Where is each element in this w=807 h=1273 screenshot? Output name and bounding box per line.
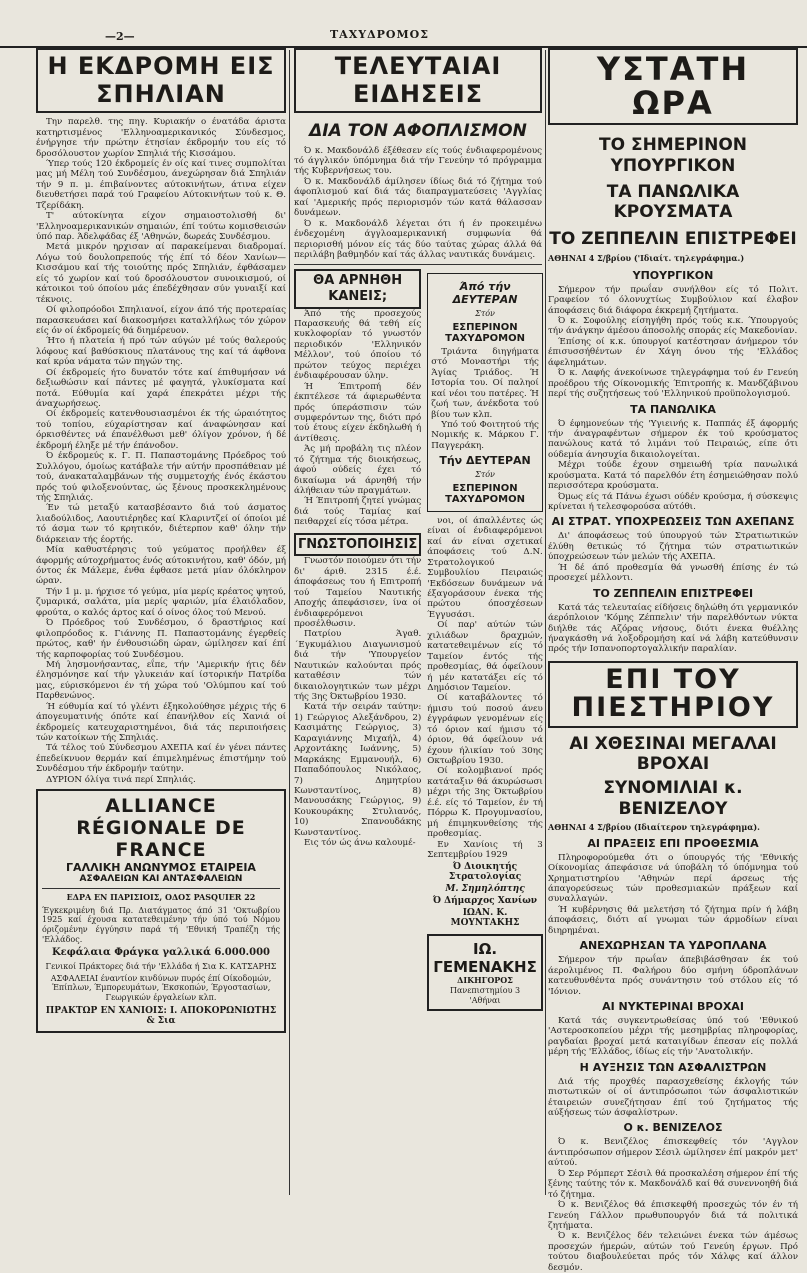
column-divider bbox=[545, 50, 546, 1195]
subcol-left bbox=[294, 269, 421, 1017]
ad-title: ALLIANCE RÉGIONALE DE FRANCE bbox=[76, 795, 246, 862]
ad-address: ΕΔΡΑ ΕΝ ΠΑΡΙΣΙΟΙΣ, ΟΔΟΣ PASQUIER 22 bbox=[66, 892, 256, 903]
paragraph: Όμως είς τά Πάνω έχωσι ούδέν κρούσμα, ή σύσκεψις κρίνεται ή τελεσφορούσα αύτόθι. bbox=[548, 491, 798, 513]
headline-deny: ΘΑ ΑΡΝΗΘΗ ΚΑΝΕΙΣ; bbox=[313, 273, 403, 304]
dateline: ΑΘΗΝΑΙ 4 Σ/βρίου (Ιδιαίτερον τηλεγράφημα). bbox=[548, 822, 760, 833]
paragraph: Ή κυβέρνησις θά μελετήση τό ζήτημα πρίν ή λάβη άποφάσεις, διότι αί γνωμαι τών άρμοδίων είναι διηρημέναι. bbox=[548, 904, 798, 936]
paragraph: Τριάντα διηγήματα στό Μοναστήρι τής Άγίας Τριάδος. Ή Ιστορία του. Οί παληοί καί νέοι του πατέρες. Ή ζωή των, άνέκδοτα τού βίου των κλπ. bbox=[431, 346, 539, 420]
paragraph: Κατά τήν σειράν ταύτην: 1) Γεώργιος Αλεξάνδρου, 2) Κασιμάτης Γεώργιος, 3) Καραγιάννης Μιχαήλ, 4) Αρχοντάκης Ιωάννης, 5) Μαρκάκης Εμμανουήλ, 6) Παπαδόπουλος Νικόλαος, 7) Δημητρίου Κωνσταντίνος, 8) Μανουσάκης Γεώργιος, 9) Κουκουράκης Στυλιανός, 10) Σπανουδάκης Κωνσταντίνος. bbox=[294, 702, 422, 838]
evening-post-box bbox=[427, 273, 543, 512]
signature-name: Μ. Σημηλόπτης bbox=[445, 884, 525, 895]
paragraph: Ό κ. Μακδονάλδ άμίλησεν ίδίως διά τό ζήτημα τού άφοπλισμού καί διά τάς διαπραγματεύσεις 'Αγγλίας καί 'Αμερικής πρός περιορισμόν τών κατά θάλασσαν δυνάμεων. bbox=[294, 176, 542, 219]
headline-notice: ΓΝΩΣΤΟΠΟΙΗΣΙΣ bbox=[298, 536, 418, 552]
from-label: Στόν bbox=[475, 470, 495, 480]
paragraph: Οί παρ' αύτών τών χιλιάδων δραχμών, κατατεθειμένων είς τό Ταμείον έντός τής προθεσμίας, θά όφείλουν ή μέν κατατάξει είς τό Δημόσιον Ταμείον. bbox=[427, 620, 543, 693]
paragraph: Πληροφορούμεθα ότι ο ύπουργός τής 'Εθνικής Οίκονομίας άπεφάσισε νά ύποβάλη τό ύπόμνημα τού Χρηματιστηρίου 'Αθηνών περί άρσεως τής άπαγορεύσεως τών προθεσμιακών πράξεων καί συναλλαγών. bbox=[548, 852, 798, 905]
article-excursion bbox=[36, 117, 286, 785]
section-title: ΑΙ ΠΡΑΞΕΙΣ ΕΠΙ ΠΡΟΘΕΣΜΙΑ bbox=[587, 836, 759, 850]
paragraph: Άς μή προβάλη τις πλέον τό ζήτημα τής διοικήσεως, άφού ούδείς έχει τό δικαίωμα νά άρνηθή τήν άλήθειαν τών πραγμάτων. bbox=[294, 444, 422, 497]
paragraph: Ή δέ άπό προθεσμία θά γνωσθή έπίσης έν τώ προσεχεί μέλλοντι. bbox=[548, 562, 798, 584]
paragraph: Οί κολομβιανοί πρός κατάταξιν θά άκυρώσωσι μέχρι τής 3ης Όκτωβρίου έ.έ. είς τό Ταμείον, έν τή Πόρρω Κ. Προγυμνασίου, μή έπιμηκυνθείσης τής προθεσμίας. bbox=[427, 766, 543, 840]
split-area bbox=[294, 269, 542, 1017]
section-title: Ο κ. ΒΕΝΙΖΕΛΟΣ bbox=[623, 1121, 723, 1135]
paragraph: Κατά τάς συγκεντρωθείσας ύπό τού 'Εθνικού 'Αστεροσκοπείου μέχρι τής μεσημβρίας πληροφορίας, ραγδαίαι βροχαί μετά καταιγίδων έπεσαν είς πολλά μέρη τής 'Ελλάδος, ίδίως είς τήν 'Ανατολικήν. bbox=[548, 1015, 798, 1058]
paragraph: Μετά μικρόν ηρχισαν αί παρακείμεναι διαδρομαί. Λόγω τού δουλοπρεπούς τής έπί τό δέον Χανίων—Κισσάμου καί τής τοιούτης πρός Σπηλιάν, έφθάσαμεν είς τό χωρίον καί τού δροσόλουστον συνοικισμού, οί κάτοικοι τού όποίου μάς έπεδέχθησαν σύν γυναιξί καί τέκνοις. bbox=[36, 242, 286, 305]
headline-box bbox=[36, 48, 286, 113]
paragraph: Εις τόν ώς άνω καλουμέ- bbox=[304, 838, 416, 849]
lawyer-title: ΔΙΚΗΓΟΡΟΣ bbox=[457, 975, 513, 986]
headline-excursion: Η ΕΚΔΡΟΜΗ ΕΙΣ ΣΠΗΛΙΑΝ bbox=[47, 52, 275, 108]
paragraph: Έν τώ μεταξύ κατασβέσαντο διά τού άσματος λιαδούλιδος, Λαουτιέρηδες καί Κλαριντζεί οί όποίοι μέ τό άσμα των τό κρητικόν, διέτερπον καθ' όλην τήν διάρκειαν τής έορτής. bbox=[36, 503, 286, 545]
ad-services: ΑΣΦΑΛΕΙΑΙ έναντίον κινδύνων πυρός έπί Οίκοδομών, Έπίπλων, Έμπορευμάτων, Έκσκοπών, Έργοστασίων, Γεωργικών έργαλείων κλπ. bbox=[50, 973, 272, 1002]
paragraph: Ήτο ή πλατεία ή πρό τών αύγών μέ τούς θαλερούς λόφους καί βαθύσκιους πλατάνους της καί τά άφθονα καί κρύα νάματα τών πηγών της. bbox=[36, 336, 286, 368]
signature-name: ΙΩΑΝ. Κ. ΜΟΥΝΤΑΚΗΣ bbox=[450, 908, 520, 929]
paragraph: Ό έφημονεύων τής 'Υγιεινής κ. Παππάς έξ άφορμής τήν άναγραφέντων σήμερον έκ τού κρούσματος πανώλους κατά τό λιμάνι τού Πειραιώς, είπε ότι ούδεμία άνησυχία δικαιολογείται. bbox=[548, 418, 798, 460]
ad-body: Έγκεκριμένη διά Πρ. Διατάγματος άπό 31 'Οκτωβρίου 1925 καί έχουσα κατατεθειμένην τήν ύπό τού Νόμου όριζομένην έγγύησιν παρά τή 'Εθνική Τραπέζη τής 'Ελλάδος. bbox=[42, 905, 280, 944]
paragraph: Τήν 1 μ. μ. ήρχισε τό γεύμα, μία μερίς κρέατος ψητού, ζυμαρικά, σαλάτα, μία μερίς ψαριών, μία έλαιόλαδον, φρούτα, ο καλός άρτος καί ό οίνος όλος τού Μενού. bbox=[36, 586, 286, 618]
kicker: Άπό τήν ΔΕΥΤΕΡΑΝ bbox=[452, 280, 518, 307]
paragraph: Άπό τής προσεχούς Παρασκευής θά τεθή είς κυκλοφορίαν τό γνωστόν περιοδικόν 'Ελληνικόν Μέλλον', τού όποίου τό πρώτον τεύχος περιέχει ένδιαφέρουσαν ύλην. bbox=[294, 308, 422, 382]
subhead: ΤΑ ΠΑΝΩΛΙΚΑ ΚΡΟΥΣΜΑΤΑ bbox=[606, 181, 740, 223]
paragraph: Υπό τού Φοιτητού τής Νομικής κ. Μάρκου Γ. Παγγεράκη. bbox=[431, 420, 539, 451]
paragraph: Δι' άποφάσεως τού ύπουργού τών Στρατιωτικών έλύθη θετικώς τό ζήτημα τών στρατιωτικών ύποχρεώσεων τών μελών τής ΑΧΕΠΑ. bbox=[548, 531, 798, 563]
paragraph: Ό κ. Βενιζέλος θά έπισκεφθή προσεχώς τόν έν τή Γενεύη Γάλλον πρωθυπουργόν διά τά πολιτικά ζητήματα. bbox=[548, 1200, 798, 1231]
paragraph: Ό κ. Μακδονάλδ έξέθεσεν είς τούς ένδιαφερομένους τό άγγλικόν ύπόμνημα διά τήν Γενεύην τό πρόγραμμα τής Κυβερνήσεως του. bbox=[294, 145, 542, 177]
paragraph: Την παρελθ. της πηγ. Κυριακήν ο ένατάδα άριστα κατηρτισμένος 'Ελληνοαμερικανικός Σύνδεσμος, ένήργησε τήν πρώτην έτησίαν έκδρομήν του είς τό δροσόλουστον χωρίον Σπηλιά τής Κισσάμου. bbox=[36, 117, 286, 159]
paragraph: Οί έκδρομείς κατενθουσιασμένοι έκ τής ώραιότητος τού τοπίου, εύχαρίστησαν καί άναφώνησαν καί όρκισθέντες νά έπανέλθωσι μεθ' όλίγον χρόνον, ή δέ έκδρομή έληξε μέ τήν έπάνοδον. bbox=[36, 409, 286, 451]
paragraph: Ή Έπιτροπή δέν έκπτέλεσε τά άφιερωθέντα πρός ύπεράσπισιν τών συμφερόντων της, διότι πρό τού έτους είχεν έκδηλωθή ή άντίθεσις. bbox=[294, 381, 422, 444]
column-middle bbox=[294, 48, 542, 1198]
paragraph: Οί καταβάλοντες τό ήμισυ τού ποσού άνευ έγγράφων γενομένων είς τό όριον καί ήμισυ τό όριον, θά όφείλουν νά έχουν ήλικίαν τού 30ης Οκτωβρίου 1930. bbox=[427, 693, 543, 767]
headline-last-hour: ΥΣΤΑΤΗ ΩΡΑ bbox=[596, 50, 750, 122]
paragraph: Ό κ. Μακδονάλδ λέγεται ότι ή έν προκειμένω ένδεχομένη άγγλοαμερικανική συμφωνία θά περιορισθή μόνον είς τάς δύο ταύτας χώρας άλλά θά περιλάβη βαθμηδόν καί τάς άλλας ναυτικάς δυνάμεις. bbox=[294, 218, 542, 260]
from-label: Στόν bbox=[475, 309, 495, 319]
paragraph: Ή εύθυμία καί τό γλέντι έξηκολούθησε μέχρις τής 6 άπογευματινής όπότε καί έπανήλθον είς Χανιά οί έκδρομείς κατευχαριστημένοι, διά τάς περιποιήσεις τών κατοίκων τής Σπηλιάς. bbox=[36, 701, 286, 743]
paragraph: νοι, οί άπαλλέντες ώς είναι οί ένδιαφερόμενοι καί άν είναι σχετικαί άποφάσεις τού Δ.Ν. Στρατολογικού Συμβουλίου Πειραιώς 'Εκδόσεων δυνάμεων νά έξαγοράσουν ένεκα τής πρώτου όποσχέσεων Έγγυσάσι. bbox=[427, 515, 543, 620]
section-title: ΑΙ ΣΤΡΑΤ. ΥΠΟΧΡΕΩΣΕΙΣ ΤΩΝ ΑΧΕΠΑΝΣ bbox=[551, 515, 795, 529]
section-title: ΑΙ ΝΥΚΤΕΡΙΝΑΙ ΒΡΟΧΑΙ bbox=[602, 999, 744, 1013]
section-title: ΤΑ ΠΑΝΩΛΙΚΑ bbox=[630, 402, 716, 416]
section-title: Η ΑΥΞΗΣΙΣ ΤΩΝ ΑΣΦΑΛΙΣΤΡΩΝ bbox=[579, 1060, 767, 1074]
paragraph: Κατά τάς τελευταίας είδήσεις δηλώθη ότι γερμανικόν άερόπλοιον 'Κόμης Ζέππελιν' τήν παρελθόντων νύκτα διήλθε τάς Αζόρας νήσους, διότι ένεκα θυέλλης ήναγκάσθη νά λοξοδρομήση καί νά λάβη κατεύθυνσιν πρός τήν Ισπανοπορτογαλλικήν παραλίαν. bbox=[548, 602, 798, 655]
paragraph: Μή λησμονήσαντας, εΐπε, τήν 'Αμερικήν ήτις δέν έλησμόνησε καί τήν γλυκειάν καί ίστορικήν Πατρίδα μας, εύρισκόμενοι έν τή χώρα τού 'Ολύμπου καί τού Παρθενώνος. bbox=[36, 659, 286, 702]
signature-title: Ό Δήμαρχος Χανίων bbox=[433, 896, 538, 907]
page-number: —2— bbox=[105, 30, 135, 43]
headline-box bbox=[548, 661, 798, 728]
headline-box bbox=[548, 48, 798, 125]
paragraph: Ό κ. Λαφής άνεκοίνωσε τηλεγράφημα τού έν Γενεύη προέδρου τής Οίκονομικής Έπιτροπής κ. Μανδζάβινου περί τής συζητήσεως τού 'Ελληνικού προϋπολογισμού. bbox=[548, 368, 798, 400]
paragraph: Σήμερον τήν πρωΐαν συνήλθον είς τό Πολιτ. Γραφείον τό όλονυχτίως Συμβούλιον καί έλαβον άποφάσεις διά διάφορα έκκρεμή ζητήματα. bbox=[548, 284, 798, 316]
masthead bbox=[0, 0, 807, 48]
insurance-ad bbox=[36, 789, 286, 1033]
headline-box bbox=[294, 48, 542, 113]
paragraph: Μία καθυστέρησις τού γεύματος προήλθεν έξ άφορμής αύτοχρήματος ένός αύτοκινήτου, καθ' όδόν, μή όντος έκ Μάλεμε, ένθα έφθασε μετά μίαν όλόκληρον ώραν. bbox=[36, 545, 286, 587]
paragraph: Τ' αύτοκίνητα είχον σημαιοστολισθή δι' 'Ελληνοαμερικανικών σημαιών, έπί τούτω κομισθεισών ύπό παρ. Άδελφάδας έξ 'Αθηνών, δωρεάς Συνδέσμου. bbox=[36, 211, 286, 242]
subhead: ΣΥΝΟΜΙΛΙΑΙ κ. ΒΕΝΙΖΕΛΟΥ bbox=[603, 778, 743, 819]
section-title: ΤΟ ΖΕΠΠΕΛΙΝ ΕΠΙΣΤΡΕΦΕΙ bbox=[592, 586, 754, 600]
paragraph: ΔΥΡΙΟΝ όλίγα τινά περί Σπηλιάς. bbox=[46, 774, 196, 785]
paragraph: Σήμερον τήν πρωΐαν άπεβιβάσθησαν έκ τού άερολιμένος Π. Φαλήρου δύο σμήνη ύδροπλάνων κατευθυνθέντα πρός συνάντησιν τού στόλου είς τό 'Ιόνιον. bbox=[548, 955, 798, 997]
dateline: ΑΘΗΝΑΙ 4 Σ/βρίου ('Ιδιαίτ. τηλεγράφημα.) bbox=[548, 253, 745, 264]
lawyer-ad bbox=[427, 934, 543, 1011]
date-line: Εν Χανίοις τή 3 Σεπτεμβρίου 1929 bbox=[427, 839, 543, 860]
signature-title: Ό Διοικητής Στρατολογίας bbox=[448, 862, 522, 883]
paragraph: Ύπερ τούς 120 έκδρομείς έν οίς καί τινες συμπολίται μας μή Μέλη τού Συνδέσμου, άνεχώρησαν διά Σπηλιάν τήν 9 π. μ. έπιβαίνοντες αύτοκινήτων, άτινα είχεν διευθετήσει παρά τού Γραφείου Αύτοκινήτων τού κ. Θ. Τζερίδάκη. bbox=[36, 158, 286, 211]
evening-post-title: ΕΣΠΕΡΙΝΟΝ ΤΑΧΥΔΡΟΜΟΝ bbox=[445, 321, 525, 344]
column-divider bbox=[289, 50, 290, 1195]
paragraph: Ό κ. Βενιζέλος έπισκεφθείς τόν 'Αγγλον άντιπρόσωπον σήμερον Σέσιλ ώμίλησεν έπί μακρόν μετ' αύτού. bbox=[548, 1137, 798, 1169]
section-title: ΥΠΟΥΡΓΙΚΟΝ bbox=[632, 268, 714, 282]
paragraph: Ό Σερ Ρόμπερτ Σέσιλ θά προσκαλέση σήμερον έπί τής ξένης ταύτης τόν κ. Μακδονάλδ καί θά συνεννοηθή διά τό ζήτημα. bbox=[548, 1168, 798, 1200]
subhead: ΑΙ ΧΘΕΣΙΝΑΙ ΜΕΓΑΛΑΙ ΒΡΟΧΑΙ bbox=[569, 733, 777, 774]
paragraph: Διά τής προχθές παρασχεθείσης έκλογής τών πιστωτικών οί οί άντιπρόσωποι τών άσφαλιστικών έταιρειών συνεζήτησαν έπί τού ζητήματος τής αύξήσεως τών άσφαλίστρων. bbox=[548, 1076, 798, 1119]
subhead: ΤΟ ΣΗΜΕΡΙΝΟΝ ΥΠΟΥΡΓΙΚΟΝ bbox=[598, 135, 748, 176]
paragraph: Ό κ. Βενιζέλος δέν τελειώνει ένεκα τών άμέσως προσεχών ήμερών, αύτών τού Γενεύη έργων. Πρό τούτου διαβουλεύεται πρός τόν Χάλφς καί άλλον δεσμόν. bbox=[548, 1231, 798, 1273]
paragraph: Τά τέλος τού Σύνδεσμου ΑΧΕΠΑ καί έν γένει πάντες έπεδείκνυον θερμάν καί έπιμελημένως έπιστήμην τού Συνδέσμου τήν έκδρομήν ταύτην. bbox=[36, 743, 286, 775]
ad-subtitle: ΓΑΛΛΙΚΗ ΑΝΩΝΥΜΟΣ ΕΤΑΙΡΕΙΑ bbox=[66, 861, 256, 875]
paragraph: Ό Πρόεδρος τού Συνδέσμου, ό δραστήριος καί φιλοπρόοδος κ. Γιάννης Π. Παπαστομάνης έγερθείς πρώτος, καθ' ήν ένθουσιώδη ώραν, ώμίλησεν καί έπί τής καρποφορίας τού Συνδέσμου. bbox=[36, 618, 286, 660]
paragraph: Μέχρι τούδε έχουν σημειωθή τρία πανωλικά κρούσματα. Κατά τό παρελθόν έτη έσημειώθησαν πολύ περισσότερα κρούσματα. bbox=[548, 460, 798, 492]
ad-agents: Γενικοί Πράκτορες διά τήν 'Ελλάδα ή Σια Κ. ΚΑΤΣΑΡΗΣ bbox=[45, 962, 277, 972]
lawyer-address: Πανεπιστημίου 3 bbox=[449, 985, 521, 995]
lawyer-city: 'Αθήναι bbox=[469, 995, 501, 1005]
column-right bbox=[548, 48, 798, 1273]
headline-box bbox=[294, 533, 421, 557]
paragraph: Οί φιλοπρόοδοι Σπηλιανοί, είχον άπό τής προτεραίας παρασκευάσει καί διακοσμήσει καταλλήλως τόν χώρον είς όν οί έκδρομείς θά διημέρευον. bbox=[36, 305, 286, 336]
evening-post-title: ΕΣΠΕΡΙΝΟΝ ΤΑΧΥΔΡΟΜΟΝ bbox=[445, 482, 525, 505]
paragraph: Γνωστόν ποιούμεν ότι τήν δι' άριθ. 2315 έ.έ. άποφάσεως του ή Επιτροπή τού Ταμείου Ναυτικής Αποχής άπεφάσισεν, ίνα οί ένδιαφερόμενοι προσέλθωσιν. bbox=[294, 556, 422, 629]
paper-title: ΤΑΧΥΔΡΟΜΟΣ bbox=[330, 28, 430, 41]
ad-capital: Κεφάλαια Φράγκα γαλλικά 6.000.000 bbox=[51, 947, 271, 959]
section-title: ΑΝΕΧΩΡΗΣΑΝ ΤΑ ΥΔΡΟΠΛΑΝΑ bbox=[579, 939, 767, 953]
subcol-right bbox=[427, 269, 543, 1017]
ad-agent-chania: ΠΡΑΚΤΩΡ ΕΝ ΧΑΝΙΟΙΣ: Ι. ΑΠΟΚΟΡΩΝΙΩΤΗΣ & Σια bbox=[45, 1005, 277, 1027]
paragraph: Ό κ. Σοφούλης είσηγήθη πρός τούς κ.κ. Ύπουργούς τήν άνάγκην άμέσου άποσολής σποράς είς Μακεδονίαν. bbox=[548, 316, 798, 337]
subhead-disarmament: ΔΙΑ ΤΟΝ ΑΦΟΠΛΙΣΜΟΝ bbox=[309, 121, 527, 142]
kicker-repeat: Τήν ΔΕΥΤΕΡΑΝ bbox=[439, 454, 531, 468]
headline-press: ΕΠΙ ΤΟΥ ΠΙΕΣΤΗΡΙΟΥ bbox=[571, 663, 775, 724]
subhead: ΤΟ ΖΕΠΠΕΛΙΝ ΕΠΙΣΤΡΕΦΕΙ bbox=[549, 228, 797, 249]
headline-latest-news: ΤΕΛΕΥΤΑΙΑΙ ΕΙΔΗΣΕΙΣ bbox=[334, 52, 502, 108]
paragraph: Οί έκδρομείς ήτο δυνατόν τότε καί έπιθυμήσαν νά δεξιωθώσιν καί πάντες μέ φαγητά, γλυκίσματα καί ποτά. Εύθυμία καί χαρά έπεκράτει μέχρι τής άναχωρήσεως. bbox=[36, 367, 286, 409]
paragraph: Έπίσης οί κ.κ. ύπουργοί κατέστησαν άνήμερον τόν έπισυσσήθέντων έν Χάγη όνου τής 'Ελλάδος άφελημάτων. bbox=[548, 336, 798, 368]
column-left bbox=[36, 48, 286, 1198]
paragraph: Ή Έπιτροπή ζητεί γνώμας διά τούς Ταμίας καί πειθαρχεί είς τόσα μέτρα. bbox=[294, 496, 422, 528]
ad-subtitle2: ΑΣΦΑΛΕΙΩΝ ΚΑΙ ΑΝΤΑΣΦΑΛΕΙΩΝ bbox=[79, 874, 243, 885]
paragraph: Ό έκδρομεύς κ. Γ. Π. Παπαστομάνης Πρόεδρος τού Συλλόγου, όμοίως κατάβαλε τήν αύτήν προσπάθειαν μέ τού, άνακαταλαμβάνων τής συμμετοχής ένός έκάστου πρός τού φιλοξενούντας, ώς ξένους προσκεκλημένους τής Σπηλιάς. bbox=[36, 451, 286, 503]
headline-box bbox=[294, 269, 421, 308]
lawyer-name: ΙΩ. ΓΕΜΕΝΑΚΗΣ bbox=[433, 940, 537, 977]
paragraph: Πατρίου Άγαθ. ΄Εγκυμάλιου Διαγωνισμού διά τήν 'Υπουργείον Ναυτικών καλούνται πρός καταθέσιν τών δικαιολογητικών των μέχρι τής 3ης Όκτωβρίου 1930. bbox=[294, 629, 422, 703]
